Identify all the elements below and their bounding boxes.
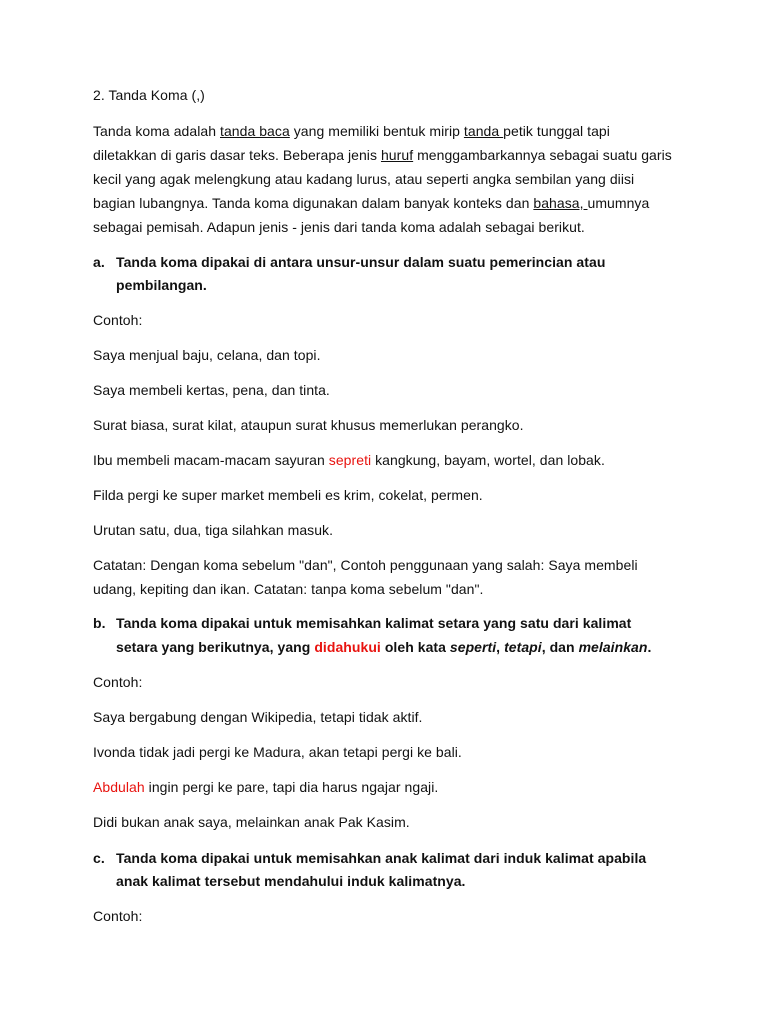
link-tanda[interactable]: tanda <box>463 123 504 139</box>
example-a-1: Saya menjual baju, celana, dan topi. <box>93 347 321 363</box>
text: setara yang berikutnya, yang <box>116 639 315 655</box>
text: kangkung, bayam, wortel, dan lobak. <box>371 452 605 468</box>
link-bahasa[interactable]: bahasa, <box>533 195 588 211</box>
link-huruf[interactable]: huruf <box>380 147 414 163</box>
text: , <box>496 639 505 655</box>
note-line-2: udang, kepiting dan ikan. Catatan: tanpa koma sebelum "dan". <box>93 581 484 597</box>
example-a-3: Surat biasa, surat kilat, ataupun surat khusus memerlukan perangko. <box>93 417 524 433</box>
example-a-2: Saya membeli kertas, pena, dan tinta. <box>93 382 330 398</box>
example-a-6: Urutan satu, dua, tiga silahkan masuk. <box>93 522 334 538</box>
text: Ibu membeli macam-macam sayuran <box>93 452 329 468</box>
text: oleh kata <box>380 639 450 655</box>
list-marker-c: c. <box>93 850 105 866</box>
text: Tanda koma adalah <box>93 123 220 139</box>
example-a-4 <box>93 451 605 469</box>
contoh-label-b: Contoh: <box>93 674 143 690</box>
contoh-label-a: Contoh: <box>93 312 143 328</box>
text: umumnya <box>587 195 650 211</box>
rule-c-line-2: anak kalimat tersebut mendahului induk kalimatnya. <box>116 873 466 889</box>
text: . <box>647 639 652 655</box>
typo-highlight: sepreti <box>328 452 372 468</box>
section-heading: 2. Tanda Koma (,) <box>93 87 205 103</box>
text: ingin pergi ke pare, tapi dia harus ngajar ngaji. <box>144 779 439 795</box>
contoh-label-c: Contoh: <box>93 908 143 924</box>
rule-b-line-1: Tanda koma dipakai untuk memisahkan kalimat setara yang satu dari kalimat <box>116 615 632 631</box>
intro-line-2 <box>93 146 672 164</box>
italic-word: tetapi <box>504 639 542 655</box>
text: yang memiliki bentuk mirip <box>289 123 464 139</box>
italic-word: seperti <box>449 639 497 655</box>
text: bagian lubangnya. Tanda koma digunakan dalam banyak konteks dan <box>93 195 534 211</box>
intro-line-3: kecil yang agak melengkung atau kadang lurus, atau seperti angka sembilan yang diisi <box>93 171 635 187</box>
rule-a-line-1: Tanda koma dipakai di antara unsur-unsur dalam suatu pemerincian atau <box>116 254 606 270</box>
example-b-4: Didi bukan anak saya, melainkan anak Pak Kasim. <box>93 814 410 830</box>
text: menggambarkannya sebagai suatu garis <box>413 147 672 163</box>
text: , dan <box>541 639 579 655</box>
rule-a-line-2: pembilangan. <box>116 277 207 293</box>
text: diletakkan di garis dasar teks. Beberapa jenis <box>93 147 381 163</box>
link-tanda-baca[interactable]: tanda baca <box>220 123 290 139</box>
note-line-1: Catatan: Dengan koma sebelum "dan", Contoh penggunaan yang salah: Saya membeli <box>93 557 638 573</box>
intro-line-1 <box>93 122 610 140</box>
example-a-5: Filda pergi ke super market membeli es krim, cokelat, permen. <box>93 487 483 503</box>
typo-highlight: didahukui <box>314 639 381 655</box>
example-b-3 <box>93 778 438 796</box>
intro-line-4 <box>93 194 649 212</box>
rule-b-line-2 <box>116 638 651 656</box>
list-marker-b: b. <box>93 615 106 631</box>
italic-word: melainkan <box>578 639 648 655</box>
text: petik tunggal tapi <box>503 123 610 139</box>
typo-highlight: Abdulah <box>93 779 145 795</box>
intro-line-5: sebagai pemisah. Adapun jenis - jenis dari tanda koma adalah sebagai berikut. <box>93 219 585 235</box>
example-b-2: Ivonda tidak jadi pergi ke Madura, akan tetapi pergi ke bali. <box>93 744 462 760</box>
example-b-1: Saya bergabung dengan Wikipedia, tetapi tidak aktif. <box>93 709 423 725</box>
list-marker-a: a. <box>93 254 105 270</box>
rule-c-line-1: Tanda koma dipakai untuk memisahkan anak kalimat dari induk kalimat apabila <box>116 850 647 866</box>
